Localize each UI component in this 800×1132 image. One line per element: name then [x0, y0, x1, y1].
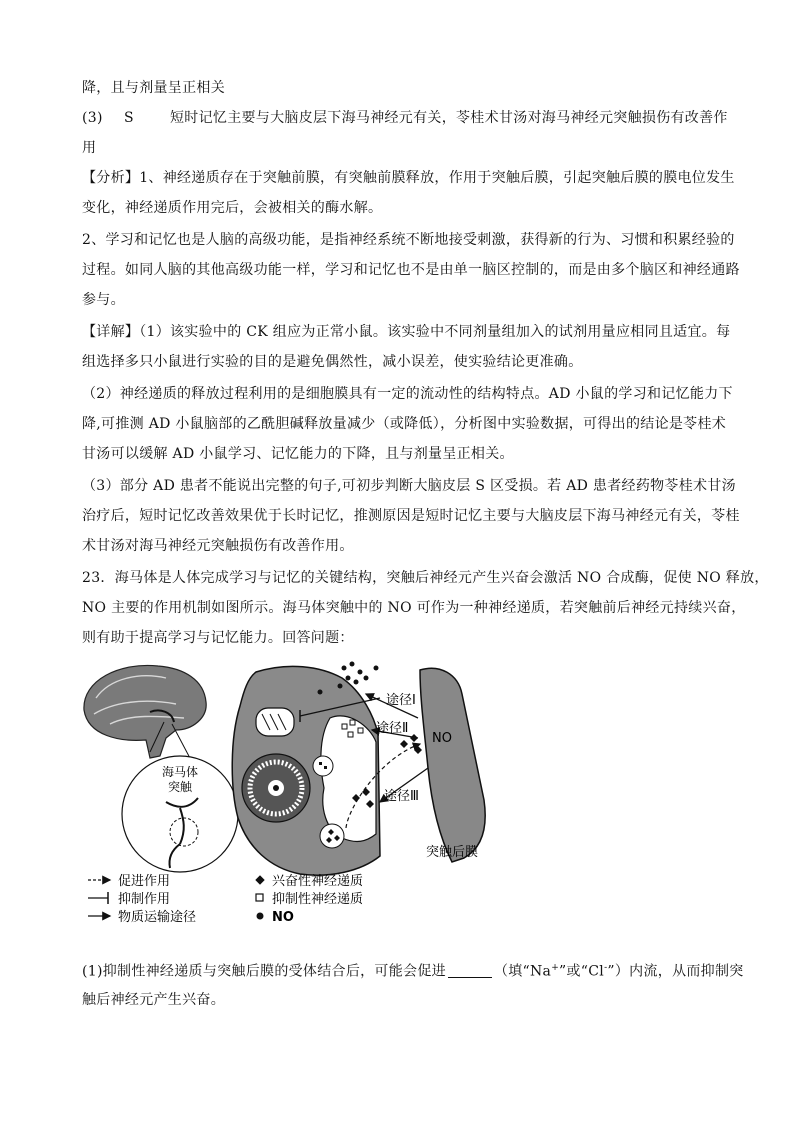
q3-text: 短时记忆主要与大脑皮层下海马神经元有关，苓桂术甘汤对海马神经元突触损伤有改善作: [170, 110, 728, 126]
question-1-text: (1)抑制性神经递质与突触后膜的受体结合后，可能会促进: [82, 963, 446, 980]
synapse-diagram: [80, 658, 520, 928]
analysis-line: 【分析】1、神经递质存在于突触前膜，有突触前膜释放，作用于突触后膜，引起突触后膜的膜电位发生: [82, 170, 735, 186]
text-line: （2）神经递质的释放过程利用的是细胞膜具有一定的流动性的结构特点。AD 小鼠的学习和记忆能力下: [82, 386, 733, 402]
question-23-line: 23．海马体是人体完成学习与记忆的关键结构，突触后神经元产生兴奋会激活 NO 合成酶，促使 NO 释放，: [82, 570, 769, 586]
legend-no: NO: [272, 910, 294, 925]
text-line: 组选择多只小鼠进行实验的目的是避免偶然性，减小误差，使实验结论更准确。: [82, 354, 583, 370]
mitochondrion: [256, 708, 294, 736]
postsynaptic-label: 突触后膜: [426, 845, 479, 860]
question-1-line: (1)抑制性神经递质与突触后膜的受体结合后，可能会促进 （填“Na+”或“Cl-”）内流，从而抑制突: [82, 963, 744, 980]
detail-line: 【详解】（1）该实验中的 CK 组应为正常小鼠。该实验中不同剂量组加入的试剂用量应相同且适宜。每: [82, 324, 731, 340]
legend-excitatory: 兴奋性神经递质: [272, 874, 364, 889]
vesicle: [313, 756, 333, 776]
text-line: 治疗后，短时记忆改善效果优于长时记忆，推测原因是短时记忆主要与大脑皮层下海马神经元有关，苓桂: [82, 508, 740, 524]
legend-promote: 促进作用: [118, 874, 171, 889]
legend-inhibitory: 抑制性神经递质: [272, 892, 364, 907]
synapse-figure: [80, 658, 520, 928]
legend-transport: 物质运输途径: [118, 910, 197, 925]
text-line: 过程。如同人脑的其他高级功能一样，学习和记忆也不是由单一脑区控制的，而是由多个脑区和神经通路: [82, 262, 740, 278]
text-line: 用: [82, 140, 97, 156]
hippocampus-label: 海马体: [161, 765, 199, 779]
question-1-line-2: 触后神经元产生兴奋。: [82, 992, 225, 1008]
pathway-1-label: 途径Ⅰ: [386, 693, 416, 708]
postsynaptic-membrane: [420, 668, 485, 862]
text-line: 变化，神经递质作用完后，会被相关的酶水解。: [82, 200, 383, 216]
legend-inhibit: 抑制作用: [118, 892, 171, 907]
no-label: NO: [432, 731, 452, 746]
answer-blank[interactable]: [448, 963, 492, 978]
brain-illustration: [84, 665, 206, 758]
vesicle: [320, 824, 344, 848]
text-line: 甘汤可以缓解 AD 小鼠学习、记忆能力的下降，且与剂量呈正相关。: [82, 446, 514, 462]
text-line: 降,可推测 AD 小鼠脑部的乙酰胆碱释放量减少（或降低），分析图中实验数据，可得出的结论是苓桂术: [82, 416, 727, 432]
q3-answer: S: [124, 110, 134, 126]
text-line: （3）部分 AD 患者不能说出完整的句子,可初步判断大脑皮层 S 区受损。若 AD 患者经药物苓桂术甘汤: [82, 478, 736, 494]
text-line: NO 主要的作用机制如图所示。海马体突触中的 NO 可作为一种神经递质，若突触前后神经元持续兴奋，: [82, 600, 746, 616]
legend: [88, 873, 363, 925]
text-line: 降，且与剂量呈正相关: [82, 80, 225, 96]
pathway-3-label: 途径Ⅲ: [384, 789, 419, 804]
q3-number: (3): [82, 110, 103, 126]
pathway-2-label: 途径Ⅱ: [376, 721, 409, 736]
synapse-label: 突触: [167, 780, 193, 794]
text-line: 2、学习和记忆也是人脑的高级功能，是指神经系统不断地接受刺激，获得新的行为、习惯和积累经验的: [82, 232, 735, 248]
text-line: 术甘汤对海马神经元突触损伤有改善作用。: [82, 538, 354, 554]
text-line: 则有助于提高学习与记忆能力。回答问题：: [82, 630, 354, 646]
text-line: 参与。: [82, 292, 125, 308]
